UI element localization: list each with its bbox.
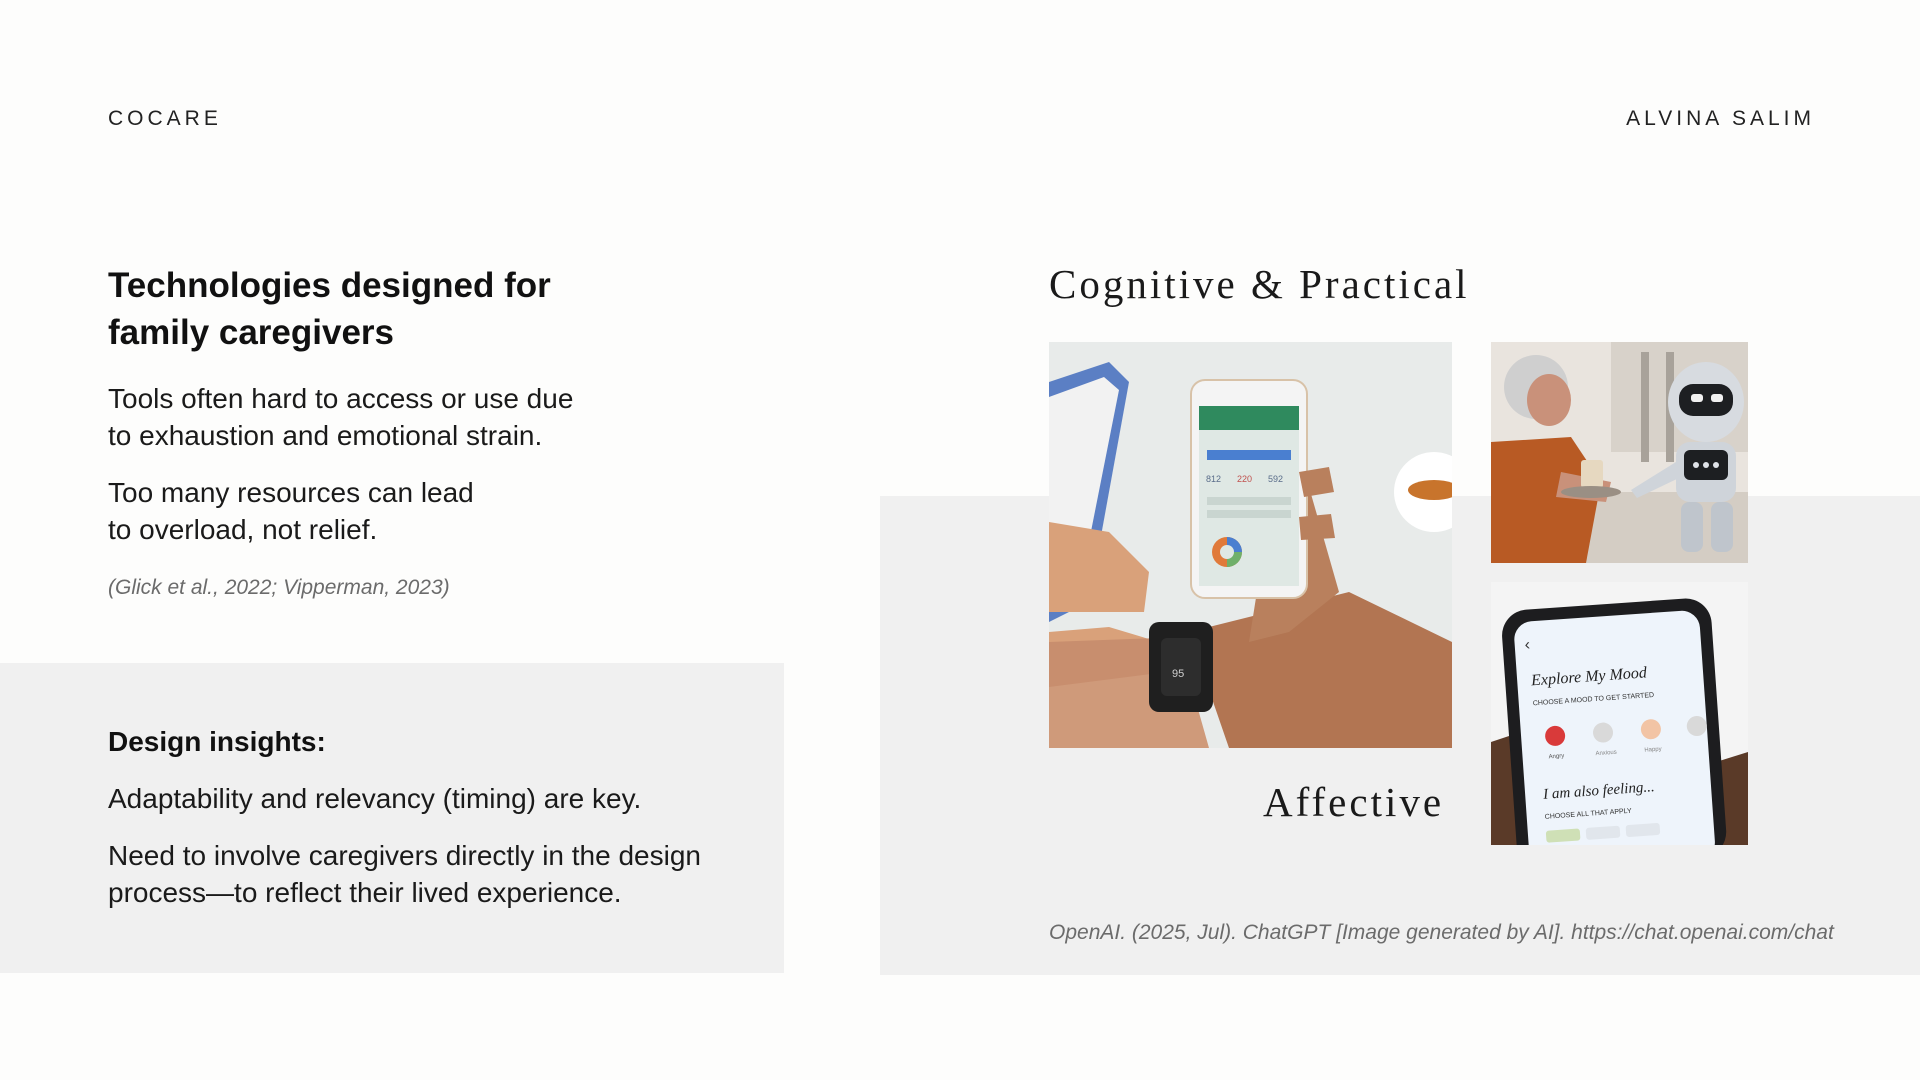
insights-panel-bg	[0, 663, 784, 973]
phone-stat-1: 812	[1206, 474, 1222, 484]
section-heading: Technologies designed for family caregivers	[108, 266, 551, 352]
insight-item-adaptability: Adaptability and relevancy (timing) are key.	[108, 783, 642, 814]
phone-stat-2: 220	[1237, 474, 1253, 484]
mood-app-title: Explore My Mood	[1530, 664, 1648, 690]
citation: (Glick et al., 2022; Vipperman, 2023)	[108, 576, 450, 599]
mood-feeling-sub: CHOOSE ALL THAT APPLY	[1544, 807, 1632, 821]
mood-anxious: Anxious	[1595, 749, 1618, 758]
author-name: ALVINA SALIM	[1626, 107, 1815, 130]
brand-name: COCARE	[108, 107, 222, 130]
mood-app-subtitle: CHOOSE A MOOD TO GET STARTED	[1532, 691, 1655, 708]
mood-happy: Happy	[1644, 746, 1662, 754]
image-credit: OpenAI. (2025, Jul). ChatGPT [Image generated by AI]. https://chat.openai.com/chat	[1049, 921, 1834, 944]
insight-item-involve: Need to involve caregivers directly in the design process—to reflect their lived experience.	[108, 840, 701, 908]
mood-feeling: I am also feeling...	[1542, 779, 1656, 803]
photo-robot-assistant	[1491, 342, 1748, 563]
title-affective: Affective	[1263, 779, 1445, 825]
photo-mood-app	[1491, 582, 1748, 845]
paragraph-access: Tools often hard to access or use due to exhaustion and emotional strain.	[108, 383, 574, 451]
paragraph-overload: Too many resources can lead to overload, not relief.	[108, 477, 474, 545]
mood-angry: Angry	[1548, 753, 1565, 761]
watch-reading: 95	[1172, 668, 1185, 680]
photo-phone-smartwatch	[1049, 342, 1452, 748]
svg-text:‹: ‹	[1524, 636, 1531, 654]
insights-title: Design insights:	[108, 726, 326, 757]
phone-stat-3: 592	[1268, 474, 1284, 484]
title-cognitive-practical: Cognitive & Practical	[1049, 261, 1470, 307]
